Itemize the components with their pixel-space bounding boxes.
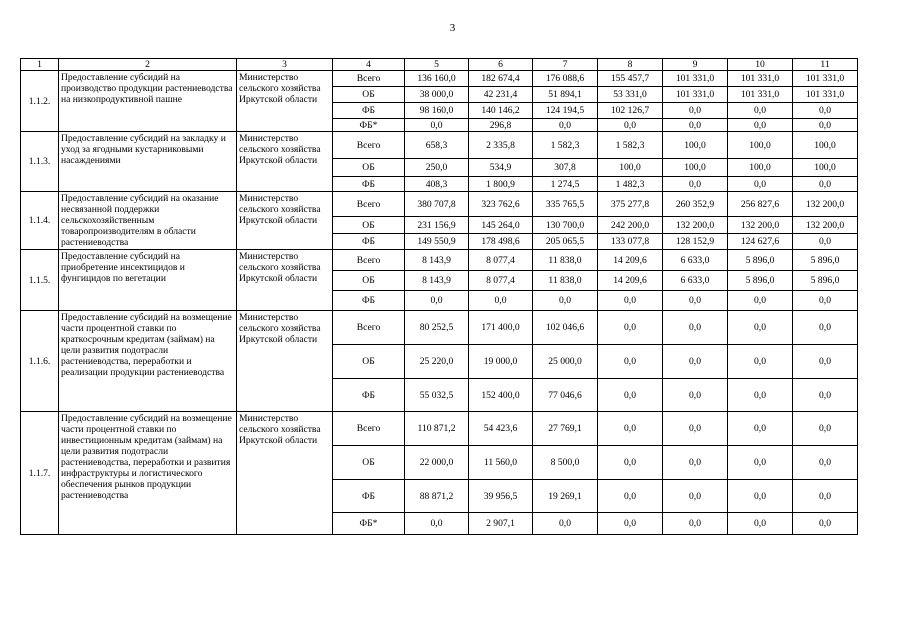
value-cell: 152 400,0: [469, 379, 533, 412]
value-cell: 149 550,9: [405, 234, 469, 250]
value-cell: 296,8: [469, 119, 533, 132]
row-description: Предоставление субсидий на оказание несвязанной поддержки сельскохозяйственным товаропроизводителям в области растениеводства: [59, 192, 237, 250]
row-code: 1.1.3.: [21, 132, 59, 192]
funding-source: Всего: [333, 71, 405, 87]
funding-source: ФБ: [333, 291, 405, 311]
value-cell: 260 352,9: [663, 192, 728, 217]
table-row: [21, 250, 858, 271]
value-cell: 42 231,4: [469, 87, 533, 103]
value-cell: 0,0: [598, 379, 663, 412]
value-cell: 0,0: [533, 291, 598, 311]
value-cell: 100,0: [598, 159, 663, 177]
table-row: [21, 71, 858, 87]
value-cell: 51 894,1: [533, 87, 598, 103]
value-cell: 14 209,6: [598, 250, 663, 271]
value-cell: 0,0: [793, 480, 858, 513]
value-cell: 101 331,0: [793, 87, 858, 103]
value-cell: 0,0: [663, 177, 728, 192]
value-cell: 534,9: [469, 159, 533, 177]
value-cell: 182 674,4: [469, 71, 533, 87]
value-cell: 0,0: [728, 291, 793, 311]
funding-source: ФБ*: [333, 119, 405, 132]
value-cell: 0,0: [598, 446, 663, 480]
value-cell: 11 838,0: [533, 250, 598, 271]
value-cell: 0,0: [598, 513, 663, 535]
value-cell: 14 209,6: [598, 271, 663, 291]
row-description: Предоставление субсидий на приобретение инсектицидов и фунгицидов по вегетации: [59, 250, 237, 311]
value-cell: 101 331,0: [728, 71, 793, 87]
value-cell: 38 000,0: [405, 87, 469, 103]
value-cell: 178 498,6: [469, 234, 533, 250]
value-cell: 25 220,0: [405, 345, 469, 379]
value-cell: 8 143,9: [405, 271, 469, 291]
value-cell: 176 088,6: [533, 71, 598, 87]
funding-source: ОБ: [333, 87, 405, 103]
value-cell: 124 194,5: [533, 103, 598, 119]
value-cell: 55 032,5: [405, 379, 469, 412]
value-cell: 101 331,0: [663, 87, 728, 103]
value-cell: 0,0: [728, 446, 793, 480]
value-cell: 0,0: [663, 311, 728, 345]
value-cell: 6 633,0: [663, 271, 728, 291]
value-cell: 335 765,5: [533, 192, 598, 217]
column-number: 3: [237, 59, 333, 71]
row-code: 1.1.2.: [21, 71, 59, 132]
funding-source: ФБ: [333, 480, 405, 513]
value-cell: 375 277,8: [598, 192, 663, 217]
value-cell: 5 896,0: [728, 271, 793, 291]
value-cell: 0,0: [598, 311, 663, 345]
column-number: 8: [598, 59, 663, 71]
subsidy-table: [20, 58, 858, 535]
value-cell: 0,0: [728, 119, 793, 132]
value-cell: 0,0: [598, 119, 663, 132]
value-cell: 130 700,0: [533, 217, 598, 234]
value-cell: 100,0: [663, 159, 728, 177]
funding-source: ФБ: [333, 103, 405, 119]
value-cell: 0,0: [663, 412, 728, 446]
value-cell: 0,0: [793, 103, 858, 119]
value-cell: 0,0: [728, 311, 793, 345]
funding-source: ОБ: [333, 159, 405, 177]
value-cell: 6 633,0: [663, 250, 728, 271]
value-cell: 132 200,0: [728, 217, 793, 234]
value-cell: 132 200,0: [663, 217, 728, 234]
value-cell: 100,0: [663, 132, 728, 159]
value-cell: 101 331,0: [793, 71, 858, 87]
value-cell: 11 838,0: [533, 271, 598, 291]
funding-source: ФБ: [333, 234, 405, 250]
value-cell: 0,0: [793, 345, 858, 379]
value-cell: 0,0: [728, 412, 793, 446]
value-cell: 155 457,7: [598, 71, 663, 87]
value-cell: 0,0: [793, 311, 858, 345]
value-cell: 19 269,1: [533, 480, 598, 513]
value-cell: 307,8: [533, 159, 598, 177]
column-number: 9: [663, 59, 728, 71]
value-cell: 8 143,9: [405, 250, 469, 271]
value-cell: 0,0: [728, 513, 793, 535]
value-cell: 0,0: [598, 480, 663, 513]
value-cell: 0,0: [793, 379, 858, 412]
value-cell: 102 046,6: [533, 311, 598, 345]
value-cell: 242 200,0: [598, 217, 663, 234]
page-number: 3: [449, 22, 456, 34]
column-number: 6: [469, 59, 533, 71]
value-cell: 408,3: [405, 177, 469, 192]
row-executor: Министерство сельского хозяйства Иркутской области: [237, 71, 333, 132]
value-cell: 0,0: [663, 480, 728, 513]
value-cell: 5 896,0: [793, 250, 858, 271]
value-cell: 54 423,6: [469, 412, 533, 446]
column-number: 2: [59, 59, 237, 71]
value-cell: 124 627,6: [728, 234, 793, 250]
value-cell: 0,0: [663, 379, 728, 412]
row-description: Предоставление субсидий на закладку и уход за ягодными кустарниковыми насаждениями: [59, 132, 237, 192]
column-number-row: [21, 59, 858, 71]
value-cell: 205 065,5: [533, 234, 598, 250]
value-cell: 100,0: [793, 159, 858, 177]
value-cell: 0,0: [663, 291, 728, 311]
value-cell: 19 000,0: [469, 345, 533, 379]
value-cell: 98 160,0: [405, 103, 469, 119]
value-cell: 2 335,8: [469, 132, 533, 159]
table-row: [21, 132, 858, 159]
value-cell: 5 896,0: [793, 271, 858, 291]
column-number: 11: [793, 59, 858, 71]
value-cell: 53 331,0: [598, 87, 663, 103]
value-cell: 1 274,5: [533, 177, 598, 192]
value-cell: 27 769,1: [533, 412, 598, 446]
value-cell: 171 400,0: [469, 311, 533, 345]
value-cell: 0,0: [793, 177, 858, 192]
value-cell: 133 077,8: [598, 234, 663, 250]
column-number: 5: [405, 59, 469, 71]
value-cell: 0,0: [728, 345, 793, 379]
row-code: 1.1.5.: [21, 250, 59, 311]
value-cell: 0,0: [793, 119, 858, 132]
funding-source: ФБ: [333, 379, 405, 412]
column-number: 4: [333, 59, 405, 71]
value-cell: 80 252,5: [405, 311, 469, 345]
row-executor: Министерство сельского хозяйства Иркутской области: [237, 311, 333, 412]
value-cell: 22 000,0: [405, 446, 469, 480]
value-cell: 0,0: [598, 345, 663, 379]
value-cell: 0,0: [793, 412, 858, 446]
funding-source: Всего: [333, 412, 405, 446]
value-cell: 0,0: [663, 513, 728, 535]
value-cell: 250,0: [405, 159, 469, 177]
value-cell: 658,3: [405, 132, 469, 159]
value-cell: 0,0: [405, 513, 469, 535]
value-cell: 0,0: [533, 513, 598, 535]
value-cell: 2 907,1: [469, 513, 533, 535]
column-number: 10: [728, 59, 793, 71]
value-cell: 110 871,2: [405, 412, 469, 446]
value-cell: 8 077,4: [469, 250, 533, 271]
value-cell: 77 046,6: [533, 379, 598, 412]
value-cell: 323 762,6: [469, 192, 533, 217]
value-cell: 102 126,7: [598, 103, 663, 119]
value-cell: 0,0: [793, 234, 858, 250]
funding-source: Всего: [333, 311, 405, 345]
row-code: 1.1.6.: [21, 311, 59, 412]
value-cell: 8 077,4: [469, 271, 533, 291]
row-executor: Министерство сельского хозяйства Иркутской области: [237, 192, 333, 250]
funding-source: Всего: [333, 250, 405, 271]
value-cell: 0,0: [663, 446, 728, 480]
value-cell: 0,0: [793, 446, 858, 480]
value-cell: 0,0: [728, 177, 793, 192]
value-cell: 231 156,9: [405, 217, 469, 234]
value-cell: 100,0: [728, 159, 793, 177]
value-cell: 0,0: [728, 379, 793, 412]
value-cell: 0,0: [663, 119, 728, 132]
row-description: Предоставление субсидий на возмещение части процентной ставки по инвестиционным кредитам (займам) на цели развития подотрасли растениеводства, переработки и развития инфраструктуры и логистического обеспечения рынков продукции растениеводства: [59, 412, 237, 535]
table-row: [21, 192, 858, 217]
value-cell: 0,0: [598, 412, 663, 446]
value-cell: 136 160,0: [405, 71, 469, 87]
funding-source: ОБ: [333, 217, 405, 234]
row-executor: Министерство сельского хозяйства Иркутской области: [237, 412, 333, 535]
value-cell: 8 500,0: [533, 446, 598, 480]
funding-source: Всего: [333, 192, 405, 217]
value-cell: 0,0: [793, 513, 858, 535]
value-cell: 11 560,0: [469, 446, 533, 480]
value-cell: 101 331,0: [663, 71, 728, 87]
row-description: Предоставление субсидий на производство продукции растениеводства на низкопродуктивной пашне: [59, 71, 237, 132]
value-cell: 100,0: [793, 132, 858, 159]
funding-source: ОБ: [333, 345, 405, 379]
funding-source: ФБ: [333, 177, 405, 192]
value-cell: 0,0: [663, 103, 728, 119]
value-cell: 145 264,0: [469, 217, 533, 234]
value-cell: 5 896,0: [728, 250, 793, 271]
value-cell: 1 582,3: [533, 132, 598, 159]
value-cell: 39 956,5: [469, 480, 533, 513]
value-cell: 128 152,9: [663, 234, 728, 250]
value-cell: 100,0: [728, 132, 793, 159]
funding-source: ОБ: [333, 271, 405, 291]
table-row: [21, 311, 858, 345]
value-cell: 25 000,0: [533, 345, 598, 379]
row-executor: Министерство сельского хозяйства Иркутской области: [237, 250, 333, 311]
value-cell: 0,0: [728, 103, 793, 119]
value-cell: 256 827,6: [728, 192, 793, 217]
value-cell: 0,0: [405, 119, 469, 132]
row-code: 1.1.4.: [21, 192, 59, 250]
funding-source: Всего: [333, 132, 405, 159]
value-cell: 0,0: [469, 291, 533, 311]
value-cell: 0,0: [533, 119, 598, 132]
value-cell: 380 707,8: [405, 192, 469, 217]
value-cell: 140 146,2: [469, 103, 533, 119]
funding-source: ФБ*: [333, 513, 405, 535]
table-body: [21, 71, 858, 535]
value-cell: 132 200,0: [793, 192, 858, 217]
value-cell: 1 582,3: [598, 132, 663, 159]
row-executor: Министерство сельского хозяйства Иркутской области: [237, 132, 333, 192]
value-cell: 1 800,9: [469, 177, 533, 192]
value-cell: 0,0: [728, 480, 793, 513]
value-cell: 88 871,2: [405, 480, 469, 513]
value-cell: 0,0: [405, 291, 469, 311]
row-description: Предоставление субсидий на возмещение части процентной ставки по краткосрочным кредитам (займам) на цели развития подотрасли растениеводства, переработки и реализации продукции растениеводства: [59, 311, 237, 412]
value-cell: 101 331,0: [728, 87, 793, 103]
row-code: 1.1.7.: [21, 412, 59, 535]
value-cell: 0,0: [663, 345, 728, 379]
value-cell: 0,0: [793, 291, 858, 311]
column-number: 7: [533, 59, 598, 71]
value-cell: 0,0: [598, 291, 663, 311]
value-cell: 132 200,0: [793, 217, 858, 234]
column-number: 1: [21, 59, 59, 71]
funding-source: ОБ: [333, 446, 405, 480]
value-cell: 1 482,3: [598, 177, 663, 192]
table-row: [21, 412, 858, 446]
